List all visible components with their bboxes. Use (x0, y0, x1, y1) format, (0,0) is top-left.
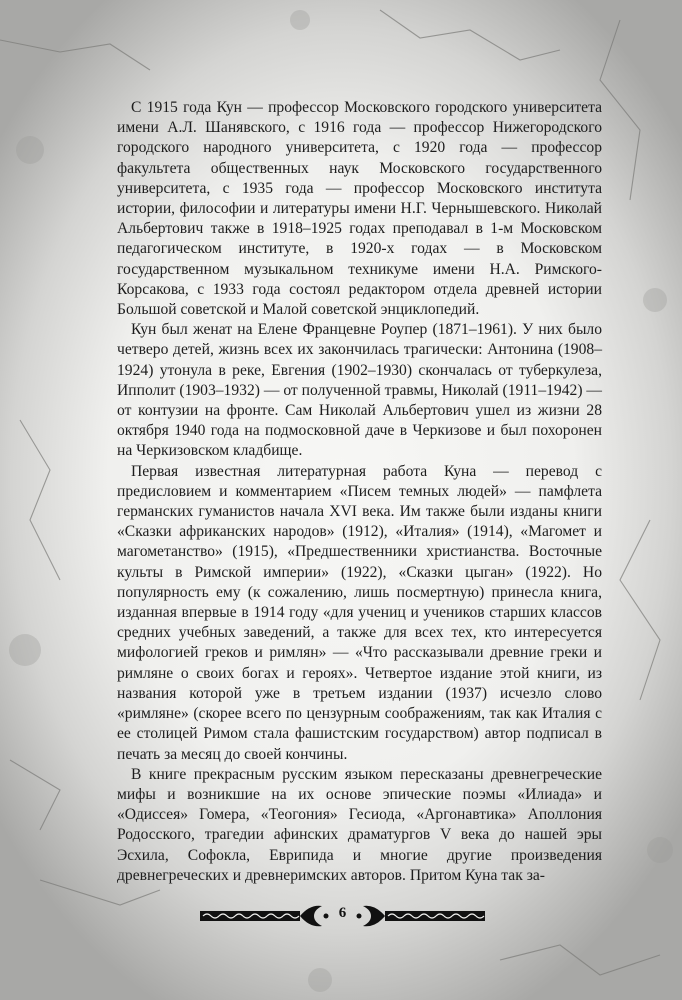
paragraph-1: С 1915 года Кун — профессор Московского городского университета имени А.Л. Шанявского, с 1916 года — профессор Нижегородского городского народного университета, с 1920 года — профессор факультета общественных наук Московского государственного университета, с 1935 года — профессор Московского института истории, философии и литературы имени Н.Г. Чернышевского. Николай Альбертович также в 1918–1925 годах преподавал в 1-м Московском педагогическом институте, в 1920-х годах — в Московском государственном музыкальном техникуме имени Н.А. Римского-Корсакова, с 1933 года состоял редактором отдела древней истории Большой советской и Малой советской энциклопедий. (117, 99, 602, 319)
paragraph-2: Кун был женат на Елене Францевне Роупер (1871–1961). У них было четверо детей, жизнь всех их закончилась трагически: Антонина (1908–1924) утонула в реке, Евгения (1902–1930) скончалась от туберкулеза, Ипполит (1903–1932) — от полученной травмы, Николай (1911–1942) — от контузии на фронте. Сам Николай Альбертович ушел из жизни 28 октября 1940 года на подмосковной даче в Черкизове и был похоронен на Черкизовском кладбище. (117, 321, 603, 460)
page-number: 6 (338, 905, 347, 921)
page-footer-ornament (200, 902, 485, 930)
paragraph-4: В книге прекрасным русским языком пересказаны древнегреческие мифы и возникшие на их основе эпические поэмы «Илиада» и «Одиссея» Гомера, «Теогония» Гесиода, «Аргонавтика» Аполлония Родосского, трагедии афинских драматургов V века до нашей эры Эсхила, Софокла, Еврипида и многие другие произведения древнегреческих и древнеримских авторов. Притом Куна так за- (117, 765, 602, 884)
body-text (117, 98, 602, 886)
paragraph-3: Первая известная литературная работа Куна — перевод с предисловием и комментарием «Писем темных людей» — памфлета германских гуманистов начала XVI века. Им также были изданы книги «Сказки африканских народов» (1912), «Италия» (1914), «Магомет и магометанство» (1915), «Предшественники христианства. Восточные культы в Римской империи» (1922), «Сказки цыган» (1922). Но популярность ему (к сожалению, лишь посмертную) принесла книга, изданная впервые в 1914 году «для учениц и учеников старших классов средних учебных заведений, а также для всех тех, кто интересуется мифологией греков и римлян» — «Что рассказывали древние греки и римляне о своих богах и героях». Четвертое издание этой книги, из названия которой уже в третьем издании (1937) исчезло слово «римляне» (скорее всего по цензурным соображениям, так как Италия с ее столицей Римом стала фашистским государством) автор подписал в печать за месяц до своей кончины. (117, 462, 602, 763)
